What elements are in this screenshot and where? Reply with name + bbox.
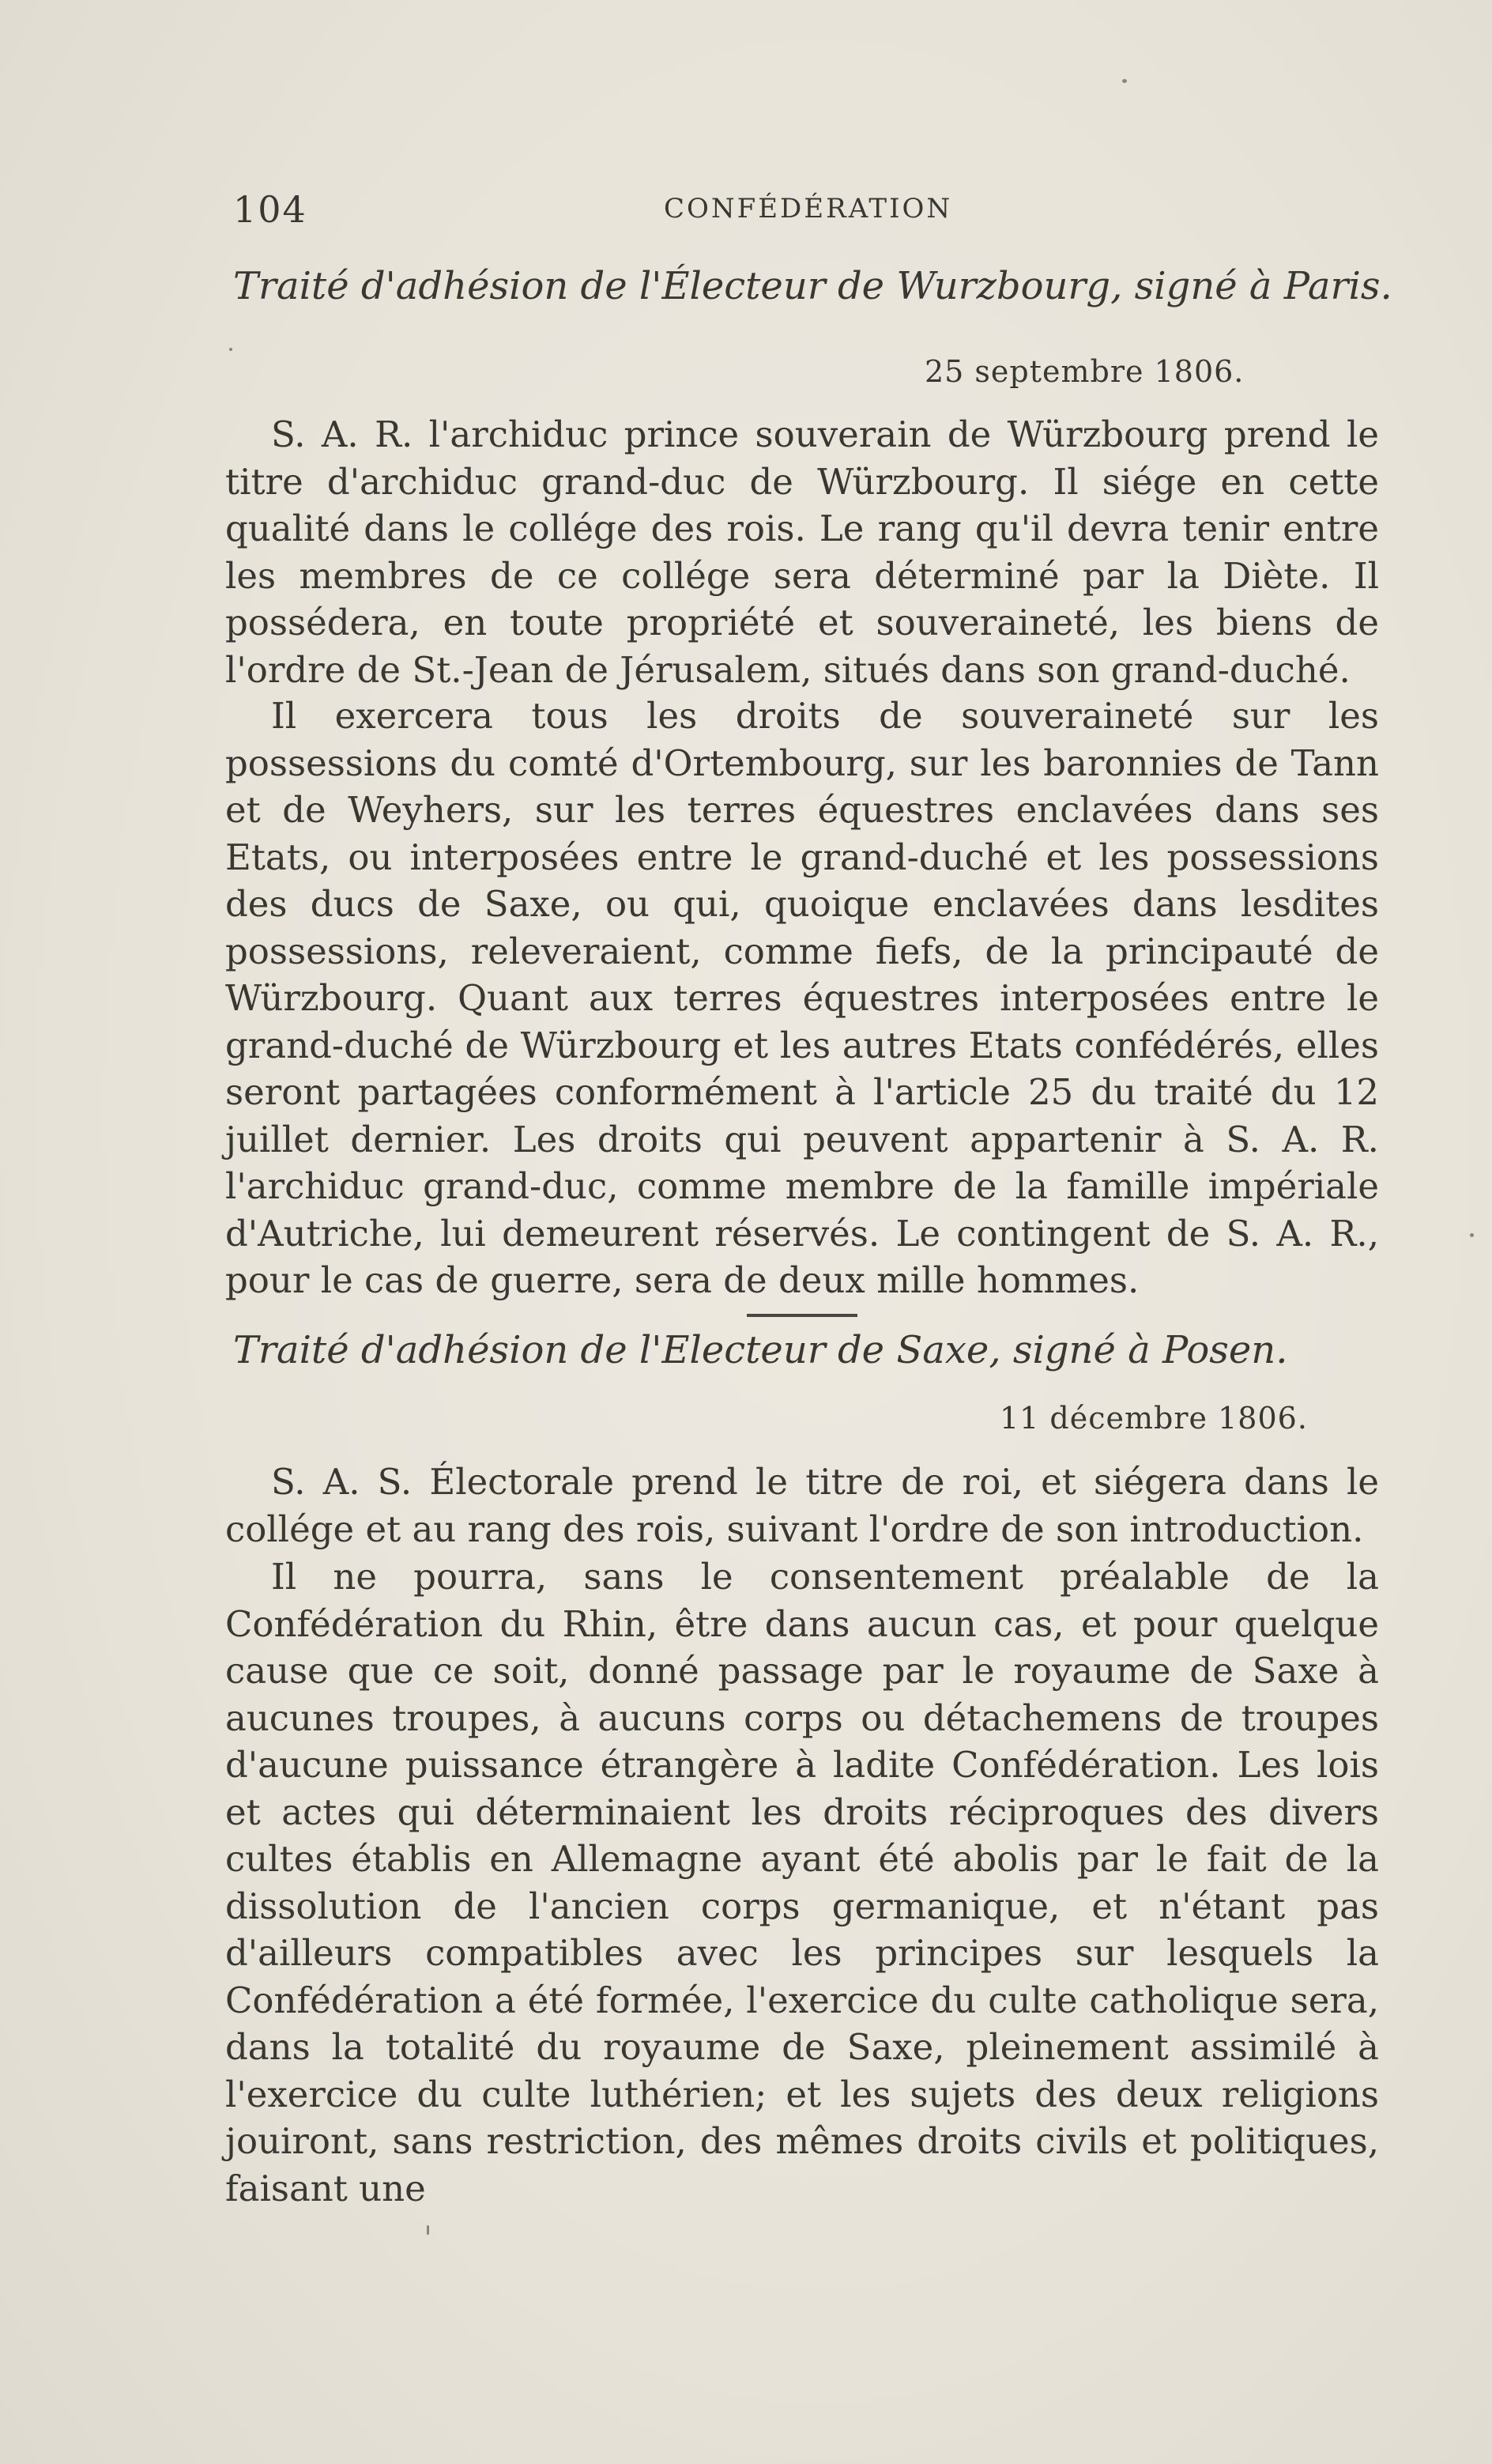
paragraph-wurzbourg-1: S. A. R. l'archiduc prince souverain de Würzbourg prend le titre d'archiduc grand-duc de Würzbourg. Il siége en cette qualité dans le collége des rois. Le rang qu'il devra tenir entre les membres de ce collége sera déterminé par la Diète. Il possédera, en toute propriété et souveraineté, les biens de l'ordre de St.-Jean de Jérusalem, situés dans son grand-duché. [225, 413, 1379, 691]
section-title: CONFÉDÉRATION [664, 193, 953, 225]
running-head [225, 188, 1379, 236]
treaty-date-saxe: 11 décembre 1806. [1000, 1401, 1308, 1436]
section-divider [747, 1314, 857, 1317]
paragraph-saxe-2: Il ne pourra, sans le consentement préalable de la Confédération du Rhin, être dans aucun cas, et pour quelque cause que ce soit, donné passage par le royaume de Saxe à aucunes troupes, à aucuns corps ou détachemens de troupes d'aucune puissance étrangère à ladite Confédération. Les lois et actes qui déterminaient les droits réciproques des divers cultes établis en Allemagne ayant été abolis par le fait de la dissolution de l'ancien corps germanique, et n'étant pas d'ailleurs compatibles avec les principes sur lesquels la Confédération a été formée, l'exercice du culte catholique sera, dans la totalité du royaume de Saxe, pleinement assimilé à l'exercice du culte luthérien; et les sujets des deux religions jouiront, sans restriction, des mêmes droits civils et politiques, faisant une [225, 1556, 1379, 2209]
paper-speck [1122, 79, 1127, 83]
paper-speck [1470, 1233, 1474, 1237]
paper-speck [229, 348, 232, 351]
paragraph-wurzbourg-2: Il exercera tous les droits de souveraineté sur les possessions du comté d'Ortembourg, sur les baronnies de Tann et de Weyhers, sur les terres équestres enclavées dans ses Etats, ou interposées entre le grand-duché et les possessions des ducs de Saxe, ou qui, quoique enclavées dans lesdites possessions, releveraient, comme fiefs, de la principauté de Würzbourg. Quant aux terres équestres interposées entre le grand-duché de Würzbourg et les autres Etats confédérés, elles seront partagées conformément à l'article 25 du traité du 12 juillet dernier. Les droits qui peuvent appartenir à S. A. R. l'archiduc grand-duc, comme membre de la famille impériale d'Autriche, lui demeurent réservés. Le contingent de S. A. R., pour le cas de guerre, sera de deux mille hommes. [225, 695, 1379, 1301]
paragraph-saxe-1: S. A. S. Électorale prend le titre de roi, et siégera dans le collége et au rang des rois, suivant l'ordre de son introduction. [225, 1461, 1379, 1550]
treaty-date-wurzbourg: 25 septembre 1806. [925, 354, 1245, 389]
paper-speck [427, 2225, 429, 2235]
page-number: 104 [233, 188, 307, 231]
treaty-title-saxe: Traité d'adhésion de l'Electeur de Saxe, signé à Posen. [233, 1328, 1288, 1372]
treaty-title-wurzbourg: Traité d'adhésion de l'Électeur de Wurzbourg, signé à Paris. [233, 264, 1392, 308]
